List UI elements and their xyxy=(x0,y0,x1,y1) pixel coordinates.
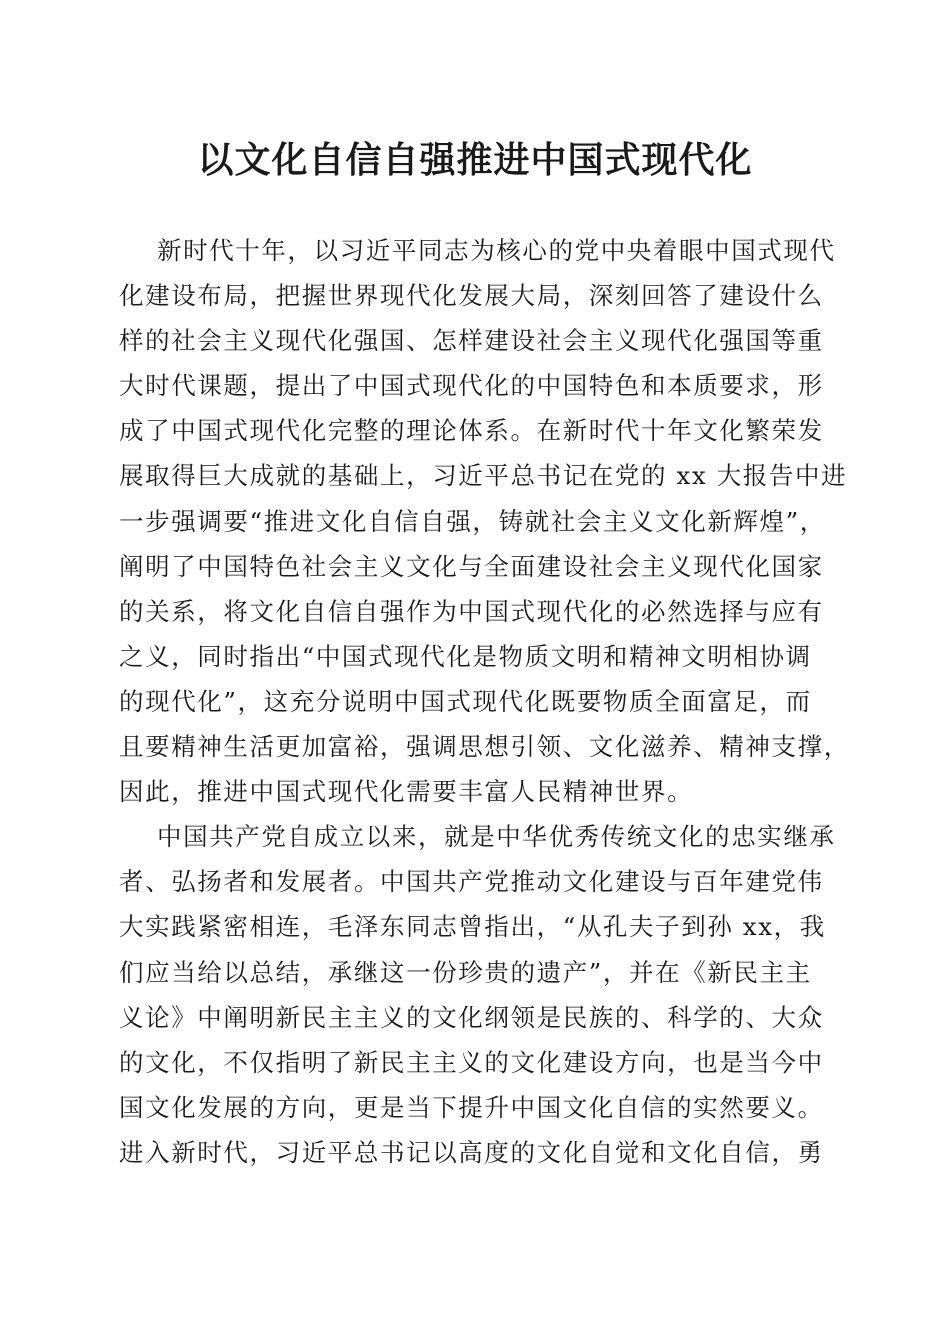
paragraph-1-line-13: 因此，推进中国式现代化需要丰富人民精神世界。 xyxy=(119,777,694,807)
paragraph-1-line-3: 样的社会主义现代化强国、怎样建设社会主义现代化强国等重 xyxy=(119,326,824,356)
paragraph-1-line-7: 一步强调要“推进文化自信自强，铸就社会主义文化新辉煌”， xyxy=(119,506,826,536)
paragraph-2-line-3: 大实践紧密相连，毛泽东同志曾指出，“从孔夫子到孙 xx，我 xyxy=(119,912,826,942)
paragraph-2-line-5: 义论》中阐明新民主主义的文化纲领是民族的、科学的、大众 xyxy=(119,1002,824,1032)
paragraph-2-line-4: 们应当给以总结，承继这一份珍贵的遗产”，并在《新民主主 xyxy=(119,957,812,987)
paragraph-1-line-10: 之义，同时指出“中国式现代化是物质文明和精神文明相协调 xyxy=(119,641,812,671)
paragraph-1-line-11: 的现代化”，这充分说明中国式现代化既要物质全面富足，而 xyxy=(119,686,812,716)
paragraph-1-line-12: 且要精神生活更加富裕，强调思想引领、文化滋养、精神支撑， xyxy=(119,732,850,762)
paragraph-2-line-8: 进入新时代，习近平总书记以高度的文化自觉和文化自信，勇 xyxy=(119,1137,824,1167)
paragraph-2-line-2: 者、弘扬者和发展者。中国共产党推动文化建设与百年建党伟 xyxy=(119,867,824,897)
paragraph-1-line-4: 大时代课题，提出了中国式现代化的中国特色和本质要求，形 xyxy=(119,371,824,401)
document-body xyxy=(119,228,850,1175)
paragraph-1-line-9: 的关系，将文化自信自强作为中国式现代化的必然选择与应有 xyxy=(119,596,824,626)
paragraph-2-line-6: 的文化，不仅指明了新民主主义的文化建设方向，也是当今中 xyxy=(119,1047,824,1077)
paragraph-2-line-1: 中国共产党自成立以来，就是中华优秀传统文化的忠实继承 xyxy=(157,822,836,852)
paragraph-2-line-7: 国文化发展的方向，更是当下提升中国文化自信的实然要义。 xyxy=(119,1092,824,1122)
document-title: 以文化自信自强推进中国式现代化 xyxy=(197,139,753,181)
paragraph-1-line-8: 阐明了中国特色社会主义文化与全面建设社会主义现代化国家 xyxy=(119,551,824,581)
paragraph-1-line-1: 新时代十年，以习近平同志为核心的党中央着眼中国式现代 xyxy=(157,236,836,265)
paragraph-1-line-2: 化建设布局，把握世界现代化发展大局，深刻回答了建设什么 xyxy=(119,281,824,311)
paragraph-1-line-6: 展取得巨大成就的基础上，习近平总书记在党的 xx 大报告中进 xyxy=(119,461,848,491)
paragraph-1-line-5: 成了中国式现代化完整的理论体系。在新时代十年文化繁荣发 xyxy=(119,416,824,446)
